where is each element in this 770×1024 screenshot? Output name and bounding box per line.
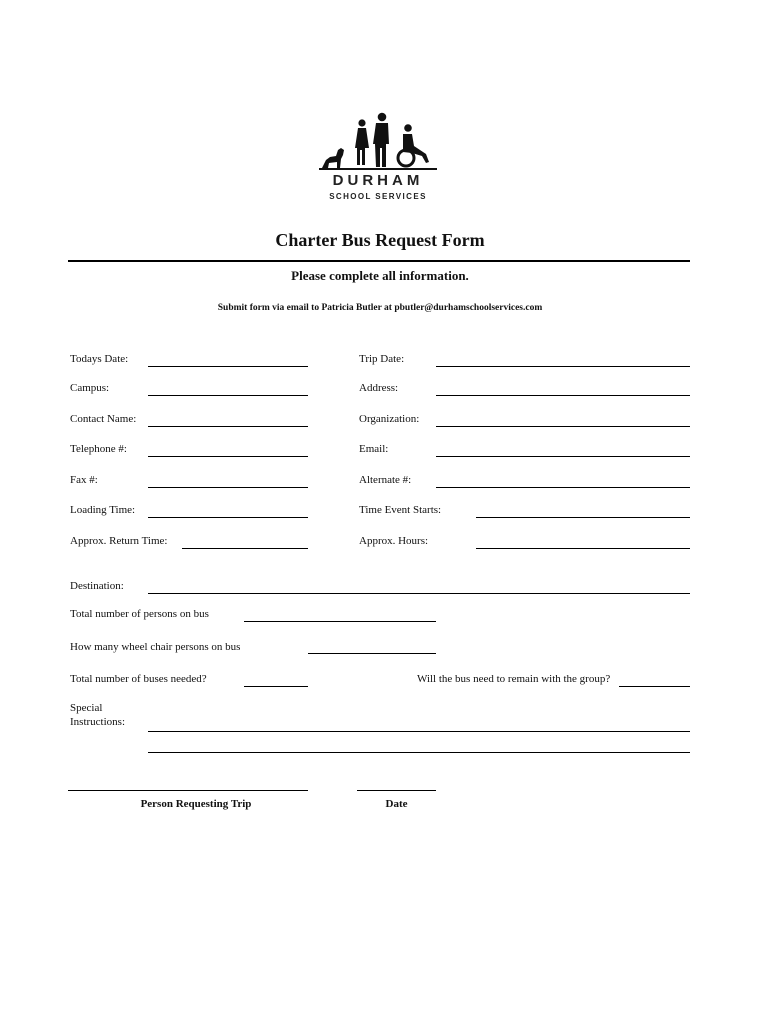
time-event-starts-field[interactable] [476, 517, 690, 518]
alternate-label: Alternate #: [359, 474, 412, 486]
special-instructions-field-2[interactable] [148, 752, 690, 753]
todays-date-field[interactable] [148, 366, 308, 367]
remain-with-group-field[interactable] [619, 686, 690, 687]
email-field[interactable] [436, 456, 690, 457]
remain-with-group-label: Will the bus need to remain with the group? [417, 673, 611, 685]
approx-return-time-label: Approx. Return Time: [70, 535, 168, 547]
time-event-starts-label: Time Event Starts: [359, 504, 442, 516]
total-buses-field[interactable] [244, 686, 308, 687]
destination-label: Destination: [70, 580, 124, 592]
person-requesting-signature-line[interactable] [68, 790, 308, 791]
approx-return-time-field[interactable] [182, 548, 308, 549]
contact-name-field[interactable] [148, 426, 308, 427]
trip-date-label: Trip Date: [359, 353, 405, 365]
form-title: Charter Bus Request Form [275, 230, 485, 250]
brand-tagline: SCHOOL SERVICES [329, 192, 427, 201]
wheelchair-persons-label: How many wheel chair persons on bus [70, 641, 241, 653]
loading-time-field[interactable] [148, 517, 308, 518]
organization-field[interactable] [436, 426, 690, 427]
contact-name-label: Contact Name: [70, 413, 137, 425]
address-field[interactable] [436, 395, 690, 396]
total-buses-label: Total number of buses needed? [70, 673, 207, 685]
approx-hours-label: Approx. Hours: [359, 535, 429, 547]
fax-label: Fax #: [70, 474, 98, 486]
date-signature-line[interactable] [357, 790, 436, 791]
date-label: Date [385, 798, 408, 810]
special-instructions-label-1: Special [70, 702, 103, 714]
brand-name: DURHAM [332, 172, 424, 189]
special-instructions-field-1[interactable] [148, 731, 690, 732]
total-persons-label: Total number of persons on bus [70, 608, 209, 620]
total-persons-field[interactable] [244, 621, 436, 622]
destination-field[interactable] [148, 593, 690, 594]
organization-label: Organization: [359, 413, 420, 425]
loading-time-label: Loading Time: [70, 504, 136, 516]
person-requesting-label: Person Requesting Trip [140, 798, 252, 810]
todays-date-label: Todays Date: [70, 353, 129, 365]
approx-hours-field[interactable] [476, 548, 690, 549]
telephone-label: Telephone #: [70, 443, 127, 455]
title-divider [68, 260, 690, 262]
address-label: Address: [359, 382, 399, 394]
form-subtitle: Please complete all information. [291, 268, 469, 283]
trip-date-field[interactable] [436, 366, 690, 367]
special-instructions-label-2: Instructions: [70, 716, 125, 728]
campus-field[interactable] [148, 395, 308, 396]
alternate-field[interactable] [436, 487, 690, 488]
email-label: Email: [359, 443, 389, 455]
telephone-field[interactable] [148, 456, 308, 457]
campus-label: Campus: [70, 382, 110, 394]
wheelchair-persons-field[interactable] [308, 653, 436, 654]
fax-field[interactable] [148, 487, 308, 488]
submit-instructions: Submit form via email to Patricia Butler at pbutler@durhamschoolservices.com [217, 303, 543, 313]
